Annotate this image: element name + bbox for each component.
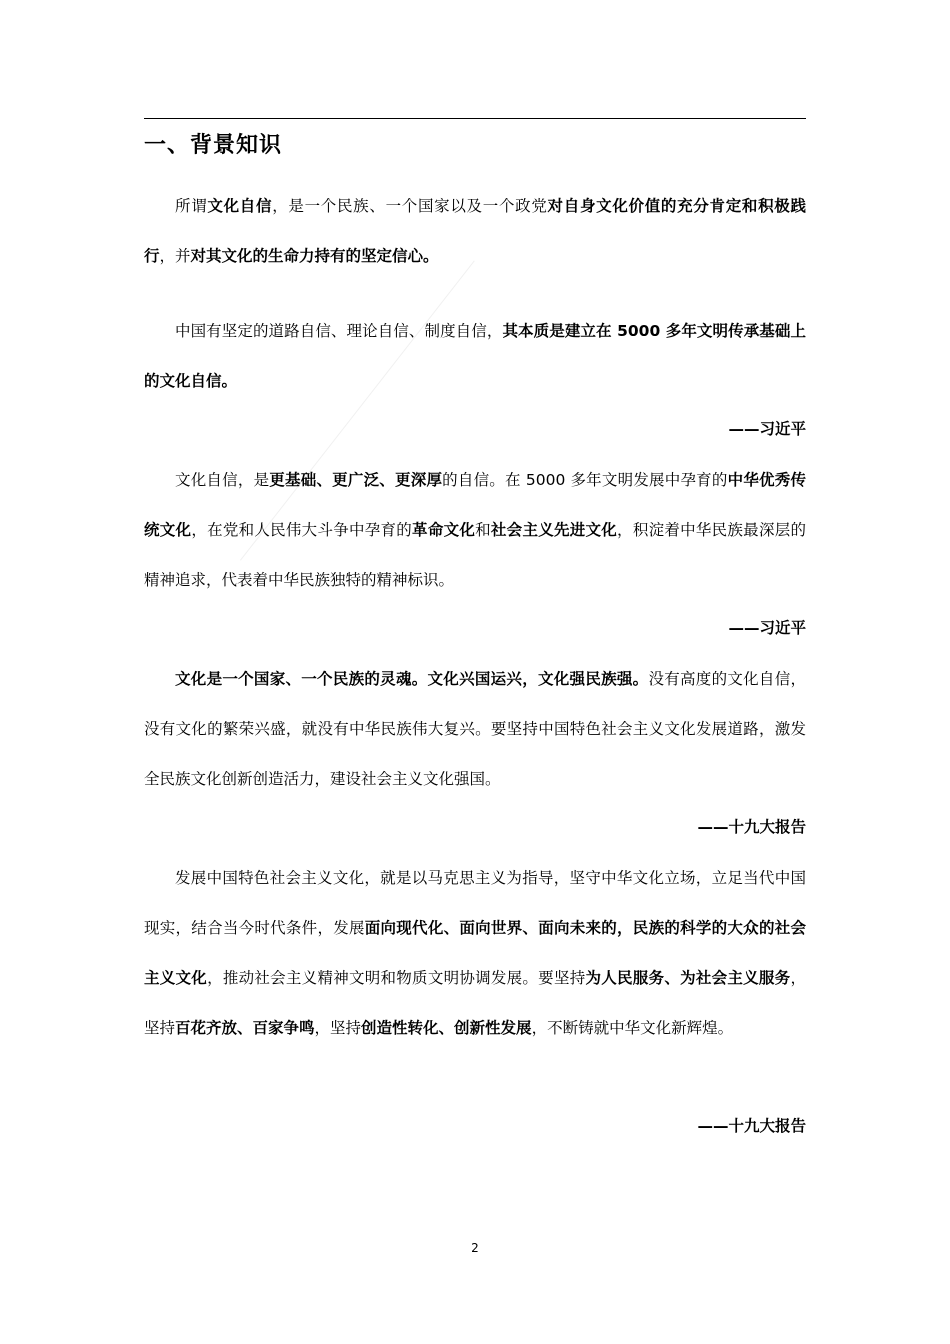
body-text: ，不断铸就中华文化新辉煌。 [531,1019,734,1037]
emphasis-text: 对自身文化价值的充分肯定和积极践行 [144,197,806,265]
body-text: ，在党和人民伟大斗争中孕育的 [191,521,413,539]
emphasis-text: 百花齐放、百家争鸣 [175,1019,315,1037]
attribution-19th-report-1: ——十九大报告 [697,818,806,836]
body-text: 的自信。在 5000 多年文明发展中孕育的 [442,471,728,489]
emphasis-text: 对其文化的生命力持有的坚定信心。 [190,247,439,265]
body-text: ，坚持 [314,1019,362,1037]
paragraph-quote-culture-soul [144,654,806,804]
emphasis-text: 其本质是建立在 5000 多年文明传承基础上的文化自信。 [144,322,806,390]
body-text: 所谓 [175,197,208,215]
attribution-19th-report-2: ——十九大报告 [697,1117,806,1135]
body-text: ，推动社会主义精神文明和物质文明协调发展。要坚持 [207,969,586,987]
emphasis-text: 社会主义先进文化 [490,521,618,539]
emphasis-text: 更基础、更广泛、更深厚 [269,471,443,489]
emphasis-text: 创造性转化、创新性发展 [361,1019,532,1037]
body-text: ，坚持 [144,969,806,1037]
attribution-xi-jinping-1: ——习近平 [728,420,806,438]
emphasis-text: 文化自信 [207,197,273,215]
page-number: 2 [471,1241,479,1255]
header-rule [144,118,806,119]
body-text: 发展中国特色社会主义文化，就是以马克思主义为指导，坚守中华文化立场，立足当代中国现实，结合当今时代条件，发展 [144,869,806,937]
body-text: ，是一个民族、一个国家以及一个政党 [272,197,548,215]
emphasis-text: 为人民服务、为社会主义服务 [585,969,791,987]
attribution-xi-jinping-2: ——习近平 [728,619,806,637]
body-text: 没有高度的文化自信，没有文化的繁荣兴盛，就没有中华民族伟大复兴。要坚持中国特色社会主义文化发展道路，激发全民族文化创新创造活力，建设社会主义文化强国。 [144,670,806,788]
body-text: 中国有坚定的道路自信、理论自信、制度自信， [175,322,503,340]
emphasis-text: 面向现代化、面向世界、面向未来的，民族的科学的大众的社会主义文化 [144,919,806,987]
emphasis-text: 革命文化 [412,521,476,539]
body-text: ，并 [159,247,191,265]
body-text: 和 [475,521,491,539]
emphasis-text: 中华优秀传统文化 [144,471,806,539]
emphasis-text: 文化是一个国家、一个民族的灵魂。文化兴国运兴，文化强民族强。 [175,670,649,688]
paragraph-quote-roads-theory [144,306,806,406]
section-heading: 一、背景知识 [144,133,283,158]
body-text: 文化自信，是 [175,471,270,489]
paragraph-quote-socialist-culture [144,853,806,1053]
body-text: ，积淀着中华民族最深层的精神追求，代表着中华民族独特的精神标识。 [144,521,806,589]
paragraph-cultural-confidence-definition [144,181,806,281]
paragraph-quote-deeper-confidence [144,455,806,605]
